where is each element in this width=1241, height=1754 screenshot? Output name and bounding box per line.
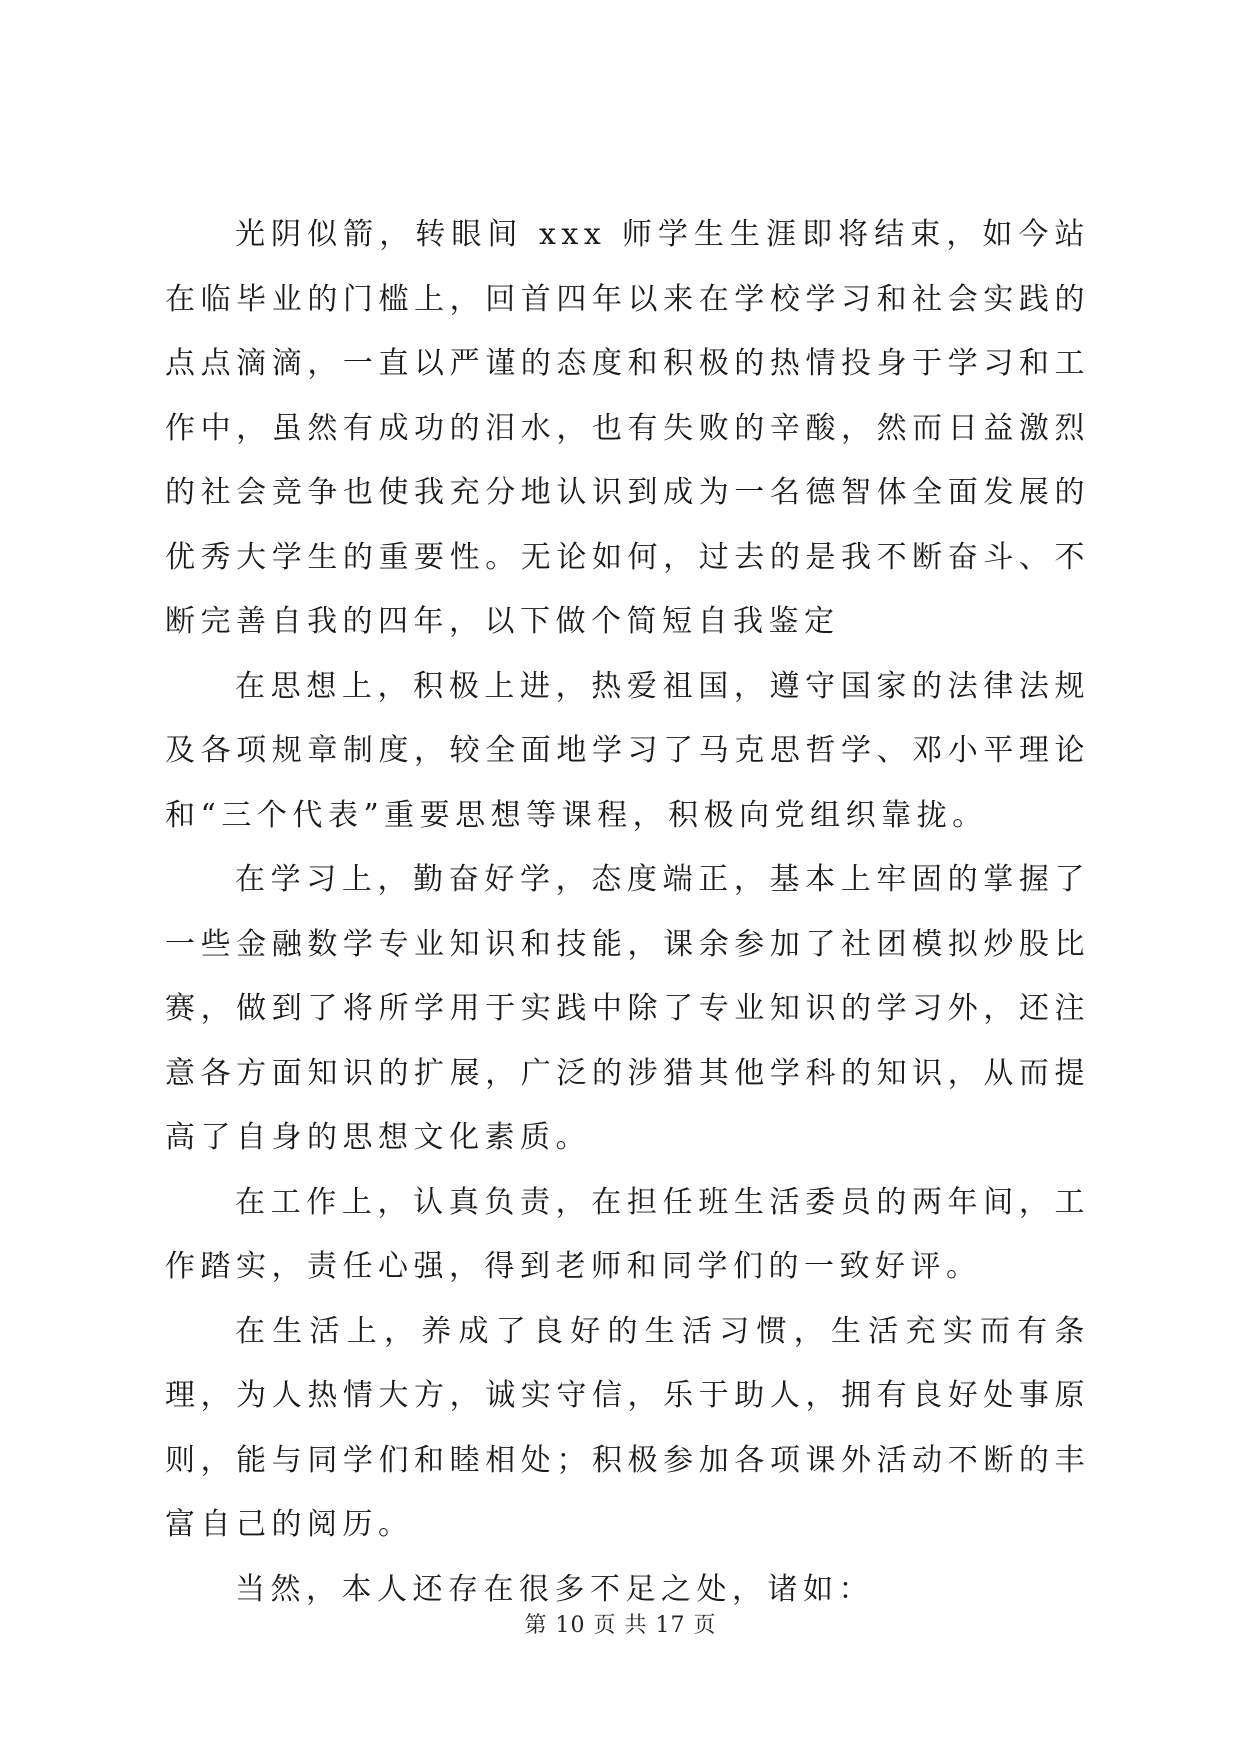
paragraph-thought: 在思想上，积极上进，热爱祖国，遵守国家的法律法规及各项规章制度，较全面地学习了马克思哲学、邓小平理论和“三个代表”重要思想等课程，积极向党组织靠拢。 — [165, 668, 1090, 833]
paragraph-life: 在生活上，养成了良好的生活习惯，生活充实而有条理，为人热情大方，诚实守信，乐于助人，拥有良好处事原则，能与同学们和睦相处；积极参加各项课外活动不断的丰富自己的阅历。 — [165, 1313, 1090, 1542]
paragraph-shortcomings: 当然，本人还存在很多不足之处，诸如： — [235, 1571, 874, 1607]
document-body — [165, 203, 1090, 1622]
paragraph-study: 在学习上，勤奋好学，态度端正，基本上牢固的掌握了一些金融数学专业知识和技能，课余参加了社团模拟炒股比赛，做到了将所学用于实践中除了专业知识的学习外，还注意各方面知识的扩展，广泛的涉猎其他学科的知识，从而提高了自身的思想文化素质。 — [165, 862, 1090, 1155]
paragraph-work: 在工作上，认真负责，在担任班生活委员的两年间，工作踏实，责任心强，得到老师和同学们的一致好评。 — [165, 1184, 1090, 1284]
paragraph-intro: 光阴似箭，转眼间 xxx 师学生生涯即将结束，如今站在临毕业的门槛上，回首四年以来在学校学习和社会实践的点点滴滴，一直以严谨的态度和积极的热情投身于学习和工作中，虽然有成功的泪水，也有失败的辛酸，然而日益激烈的社会竞争也使我充分地认识到成为一名德智体全面发展的优秀大学生的重要性。无论如何，过去的是我不断奋斗、不断完善自我的四年，以下做个简短自我鉴定 — [165, 217, 1090, 639]
page-number-footer: 第 10 页 共 17 页 — [524, 1613, 717, 1638]
